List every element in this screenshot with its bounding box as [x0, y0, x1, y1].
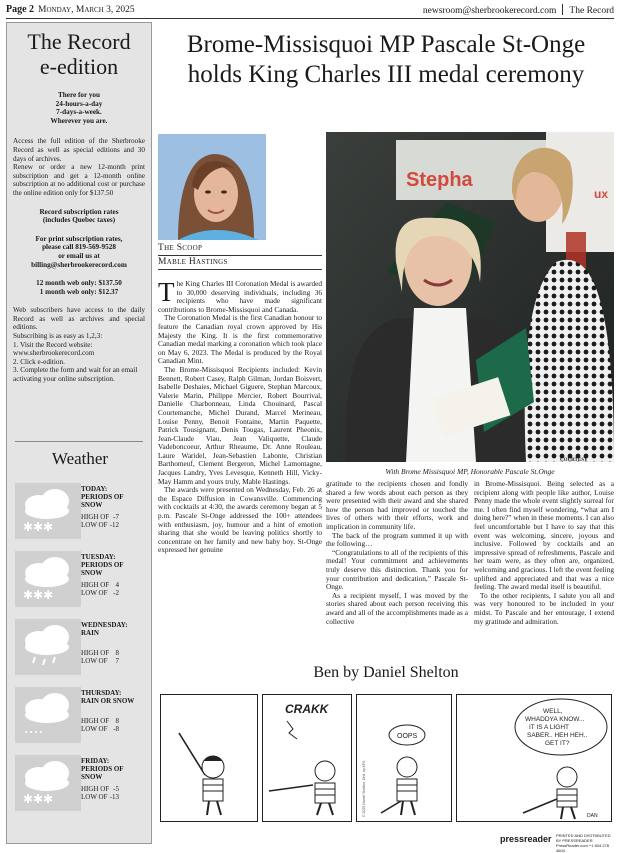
- section-label: The Scoop: [158, 242, 322, 256]
- comic-strip: [160, 694, 612, 824]
- photo-sign-tail: ux: [594, 187, 609, 201]
- comic-panel-2: [262, 694, 352, 822]
- svg-text:WELL,: WELL,: [543, 708, 563, 715]
- weather-day: [15, 549, 145, 613]
- byline: [158, 242, 322, 270]
- svg-text:✱✱✱: ✱✱✱: [23, 520, 54, 534]
- snow-cloud-icon: [15, 755, 81, 811]
- comic-panel-4: [456, 694, 612, 822]
- page-header: [6, 2, 614, 18]
- weather-title: Weather: [51, 449, 109, 468]
- author-portrait: [158, 134, 266, 240]
- subscription-contact: For print subscription rates, please call 819-569-9528 or email us at billing@sherbrookerecord.com: [7, 235, 151, 269]
- weather-day: [15, 685, 145, 749]
- snow-cloud-icon: [15, 551, 81, 607]
- comic-oops: OOPS: [397, 733, 418, 740]
- rain-snow-cloud-icon: [15, 687, 81, 743]
- sidebar-para-access: Access the full edition of the Sherbrooke Record as well as special editions and 30 days of archives.: [13, 137, 145, 163]
- comic-panel-1: [160, 694, 258, 822]
- weather-temps: HIGH OF -7 LOW OF -12: [81, 513, 119, 529]
- comic-signature: DAN: [587, 813, 598, 819]
- weather-temps: HIGH OF 8 LOW OF 7: [81, 649, 119, 665]
- weather-condition: WEDNESDAY: RAIN: [81, 621, 128, 637]
- weather-condition: THURSDAY: RAIN OR SNOW: [81, 689, 135, 705]
- weather-divider: [15, 441, 143, 442]
- snow-cloud-icon: [15, 483, 81, 539]
- sidebar-para-renew: Renew or order a new 12-month print subscription and get a 12-month online subscription at no additional cost or purchase the online edition only for $137.50: [13, 163, 145, 197]
- newsroom-email[interactable]: newsroom@sherbrookerecord.com: [422, 6, 557, 16]
- photo-credit: COURTESY: [560, 458, 588, 463]
- pressreader-logo[interactable]: pressreader: [500, 834, 552, 844]
- svg-text:• • • •: • • • •: [25, 728, 43, 737]
- weather-day: [15, 481, 145, 545]
- svg-text:WHADDYA KNOW...: WHADDYA KNOW...: [525, 716, 585, 723]
- author-name: Mable Hastings: [158, 256, 322, 270]
- subscription-rates: Record subscription rates (includes Quebec taxes): [39, 207, 119, 225]
- paper-name: The Record: [569, 6, 614, 16]
- eedition-sidebar: [6, 22, 152, 844]
- weather-day: [15, 753, 145, 817]
- svg-text:✱✱✱: ✱✱✱: [23, 792, 54, 806]
- sidebar-promo: There for you 24-hours-a-day 7-days-a-week. Wherever you are.: [50, 91, 108, 125]
- article-headline: Brome-Missisquoi MP Pascale St-Onge holds King Charles III medal ceremony: [186, 31, 586, 88]
- issue-date: Monday, March 3, 2025: [38, 5, 135, 15]
- sidebar-title: The Record e-edition: [27, 29, 131, 79]
- photo-sign-text: Stepha: [406, 169, 473, 191]
- drop-cap: T: [158, 277, 175, 307]
- article-column-2: gratitude to the recipients chosen and fondly shared a few words about each person as they were presented with their award and she shared how the person had improved or touched the lives of others with their efforts, work and implication in community life. The back of the program summed it up with the following… “Congratulations to all of the recipients of this medal! Your commitment and achievements truly deserve this distinction. Thank you for your contribution and dedication,” Pascale St-Onge. As a recipient myself, I was moved by the stories shared about each person receiving this award and all of the accomplishments made as a collective: [326, 479, 468, 626]
- svg-text:✱✱✱: ✱✱✱: [23, 588, 54, 602]
- weather-condition: TODAY: PERIODS OF SNOW: [81, 485, 124, 509]
- billing-email[interactable]: billing@sherbrookerecord.com: [31, 260, 127, 269]
- rain-cloud-icon: [15, 619, 81, 675]
- ceremony-photo: [326, 132, 614, 462]
- header-rule: [6, 18, 614, 19]
- svg-text:IT IS A LIGHT: IT IS A LIGHT: [529, 724, 569, 731]
- page-number: Page 2: [6, 4, 35, 15]
- photo-caption: With Brome Missisquoi MP, Honorable Pascale St.Onge: [385, 467, 555, 476]
- weather-temps: HIGH OF -5 LOW OF -13: [81, 785, 119, 801]
- pressreader-footer: pressreader PRINTED AND DISTRIBUTED BY PRESSREADER PressReader.com +1 604 278 4604: [500, 833, 611, 853]
- comic-title: Ben by Daniel Shelton: [313, 664, 459, 681]
- article-column-1: The King Charles III Coronation Medal is awarded to 30,000 deserving individuals, including 36 recipients who have made significant contributions to Brome-Missisquoi and Canada. The Coronation Medal is the first Canadian honour to feature the Canadian royal crown approved by His Majesty the King. It is the first commemorative Canadian medal marking a coronation which took place on May 6, 2023. The Medal is produced by the Royal Canadian Mint. The Brome-Missisquoi Recipients included: Kevin Bennett, Robert Casey, Ralph Gilman, Jordan Boisvert, Isabelle Deshaies, Michael Giguere, Stephan Marcoux, Valerie Marin, Philippe Mercier, Robert Bourrival, Danielle Charbonneau, Linda Chouinard, Pascal Courtemanche, Michel Durand, Marcel Merineau, Louise Penny, Benoit Fontaine, Martin Paquette, Patrick Tousignant, Denis Tougas, Laurent Pheonix, Jean-Claude Viau, Jean Valiquette, Claude Vadeboncoeur, Arthur Rheaume, Dr. Anne Rouleau, Laure Waridel, Jean-Sebastien Labonte, Christian Barthomeuf, Clement Bergeron, Michel Lamontagne, Jacques Landry, Yves Levesque, Kenneth Hill, Vicky-May Hamm and yours truly, Mable Hastings. The awards were presented on Wednesday, Feb. 26 at the Espace Diffusion in Cowansville. Commencing with cocktails at 4:30, the awards ceremony began at 5 p.m. Pascale St-Onge addressed the 100+ attendees with enthusiasm, joy, humour and a hint of emotion sharing that she would be leaving politics shortly to concentrate on her family and new baby boy. St-Onge expressed her genuine: [158, 277, 322, 555]
- article-column-3: in Brome-Missisquoi. Being selected as a recipient along with people like author, Louise Penny made the whole event slightly surreal for me. I often find myself wondering, “what am I doing here?” when in these moments. I can also feel uncomfortable but I have to say that this event was welcoming, sincere, joyous and inclusive. Followed by cocktails and an impressive spread of refreshments, Pascale and her team were, as they often are, organized, welcoming and gracious. I left the event feeling uplifted and appreciated and that was a nice feeling. The award medal itself is beautiful. To the other recipients, I salute you all and was very honoured to be included in your midst. To Pascale and her entourage, I extend my gratitude and admiration.: [474, 479, 614, 626]
- sidebar-steps: Subscribing is as easy as 1,2,3: 1. Visit the Record website: www.sherbrookerecord.com 2. Click e-edition. 3. Complete the form and wait for an email activating your online subscription.: [13, 332, 138, 384]
- weather-condition: TUESDAY: PERIODS OF SNOW: [81, 553, 124, 577]
- web-rates: 12 month web only: $137.50 1 month web only: $12.37: [36, 279, 122, 296]
- weather-condition: FRIDAY: PERIODS OF SNOW: [81, 757, 124, 781]
- svg-text:GET IT?: GET IT?: [545, 740, 570, 747]
- svg-text:SABER.. HEH HEH..: SABER.. HEH HEH..: [527, 732, 588, 739]
- comic-panel-3: [356, 694, 452, 822]
- weather-temps: HIGH OF 8 LOW OF -8: [81, 717, 119, 733]
- weather-day: [15, 617, 145, 681]
- comic-credit: © 2025 Daniel Shelton, Dist. by KFS: [362, 760, 366, 817]
- sidebar-para-web: Web subscribers have access to the daily Record as well as archives and special editions.: [13, 306, 145, 332]
- comic-sfx: CRAKK: [285, 702, 329, 716]
- weather-temps: HIGH OF 4 LOW OF -2: [81, 581, 119, 597]
